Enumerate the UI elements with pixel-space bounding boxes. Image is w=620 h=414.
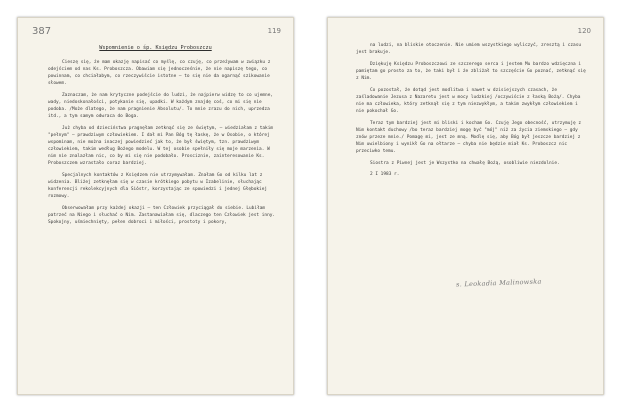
handwritten-signature: s. Leokadia Malinowska xyxy=(455,277,542,289)
paragraph: Siostra z Piwnej jest je Wszystko na chwałę Bożą, osobliwie niezdolnie. xyxy=(370,160,560,166)
paragraph: Zaznaczam, że nam krytyczne podejście do ludzi, że najpierw widzę to co ujemne, wady, niedoskonałości, potykanie się, upadki. W każdym znajdę coś, co mi się nie podoba. /Może dlatego, że nam pragnienie Absolutu/. To mnie zrazu do nich, uprzedza itd., a tym samym odwraca do Boga. xyxy=(48,92,274,120)
left-page-body xyxy=(48,59,278,231)
paragraph: Co pozostał, że dotąd jest modlitwa i nawet w dzisiejszych czasach, że zaśladowanie Jezusa z Nazaretu jest w mocy ludzkiej /oczywiście z łaską Bożą/. Chyba nie ma człowieka, który zetknął się z tym niezwykłym, a takim zwykłym człowiekiem i nie pokochał Go. xyxy=(356,87,581,114)
document-page-right xyxy=(327,17,604,395)
archive-number: 387 xyxy=(32,26,52,37)
page-number-left: 119 xyxy=(267,27,281,35)
date-line: 2 I 1983 r. xyxy=(370,172,400,178)
paragraph: Dziękuję Księdzu Proboszczowi ze szczerego serca i jestem Mu bardzo wdzięczna i pamiętam go prosto za to, że taki był i że zbliżał to szczęście Go poznać, zetknąć się z Nim. xyxy=(356,61,586,81)
paragraph: Już chyba od dzieciństwa pragnęłam zetknąć się ze świętym, – wiedziałam z takim "pełnym" – prawdziwym człowiekiem. I dał mi Pan Bóg tę łaskę, że w Osobie, o której wspominam, nie można inaczej powiedzieć jak to, że był świętym, tzn. prawdziwym człowiekiem, takim według Bożego modelu. W tej osobie spełniły się moje marzenia. W nim nie znalazłam nic, co by mi się nie podobało. Prosciznie, zainteresowanie Ks. Proboszczem wzrastało coraz bardziej. xyxy=(48,125,274,167)
paragraph: Cieszę się, że mam okazję napisać co myślę, co czuję, co przeżywam w związku z odejściem od nas Ks. Proboszcza. Obawiam się jednocześnie, że nie napiszę tego, co powinnam, co chciałabym, co rzeczywiście istotne – to się nie da ogarnąć szikowanie słowem. xyxy=(48,60,271,87)
paragraph: Obserwowałam przy każdej okazji – ten Człowiek przyciągał do siebie. Lubiłam patrzeć na Niego i słuchać o Nim. Zastanawiałam się, dlaczego ten Człowiek jest inny. Spokojny, uśmiechnięty, pełen dobroci i miłości, prostoty i pokory, xyxy=(48,206,276,226)
paragraph: Teraz tym bardziej jest mi bliski i kocham Go. Czuję Jego obecność, utrzymuję z Nim kontakt duchowy /bo teraz bardziej mogę być "mój" niż za życia ziemskiego – gdy znów przeze mnie./ Pomagę mi, jest ze mną. Modlę się, aby Bóg był jeszcze bardziej z Nim uwielbiony i wynikł Go na ołtarze – chyba nie będzie miał Ks. Proboszcz nic przeciwko temu. xyxy=(356,120,582,154)
paragraph: na ludzi, na bliskie otoczenie. Nie umiem wszystkiego wyliczyć, zresztą i czasu jest brakuje. xyxy=(356,43,582,56)
document-title: Wspomnienie o śp. Księdzu Proboszczu xyxy=(99,45,212,51)
right-page-body xyxy=(356,42,588,183)
page-number-right: 120 xyxy=(577,27,591,35)
document-page-left xyxy=(17,17,294,395)
paragraph: Specjalnych kontaktów z Księdzem nie utrzymywałam. Znałam Go od kilku lat z widzenia. Bliżej zetknęłam się w czasie krótkiego pobytu w Izabelinie, słuchając konferencji rekolekcyjnych dla Sióstr, korzystając ze spowiedzi i jednej Głębokiej rozmowy. xyxy=(48,173,268,200)
